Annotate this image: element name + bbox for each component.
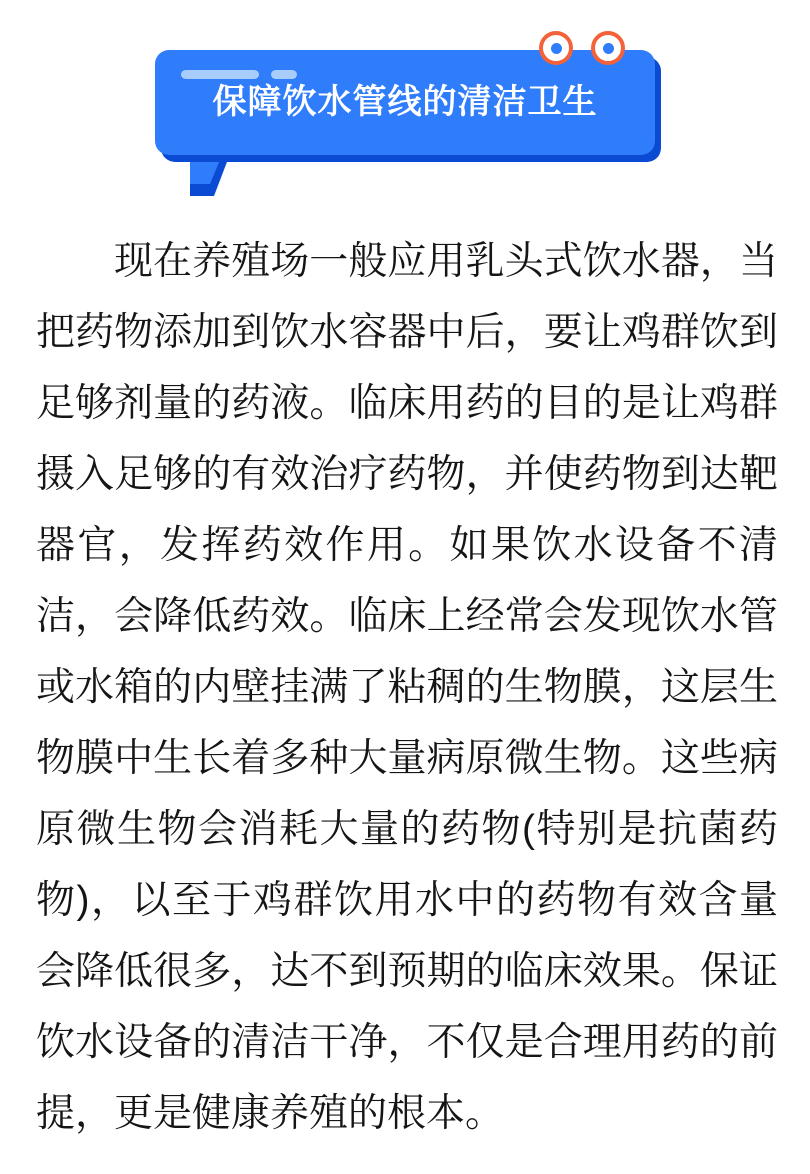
decorative-dash-short-icon xyxy=(271,70,297,79)
title-banner xyxy=(155,50,655,155)
article-paragraph: 现在养殖场一般应用乳头式饮水器，当把药物添加到饮水容器中后，要让鸡群饮到足够剂量的药液。临床用药的目的是让鸡群摄入足够的有效治疗药物，并使药物到达靶器官，发挥药效作用。如果饮水设备不清洁，会降低药效。临床上经常会发现饮水管或水箱的内壁挂满了粘稠的生物膜，这层生物膜中生长着多种大量病原微生物。这些病原微生物会消耗大量的药物(特别是抗菌药物)，以至于鸡群饮用水中的药物有效含量会降低很多，达不到预期的临床效果。保证饮水设备的清洁干净，不仅是合理用药的前提，更是健康养殖的根本。 xyxy=(36,240,778,1135)
speech-bubble-tail xyxy=(190,150,224,184)
decorative-dash-long-icon xyxy=(181,70,259,79)
page-title: 保障饮水管线的清洁卫生 xyxy=(212,83,598,121)
header-banner-area xyxy=(0,0,810,208)
decorative-circle-right-icon xyxy=(591,31,625,65)
decorative-circle-left-icon xyxy=(539,31,573,65)
